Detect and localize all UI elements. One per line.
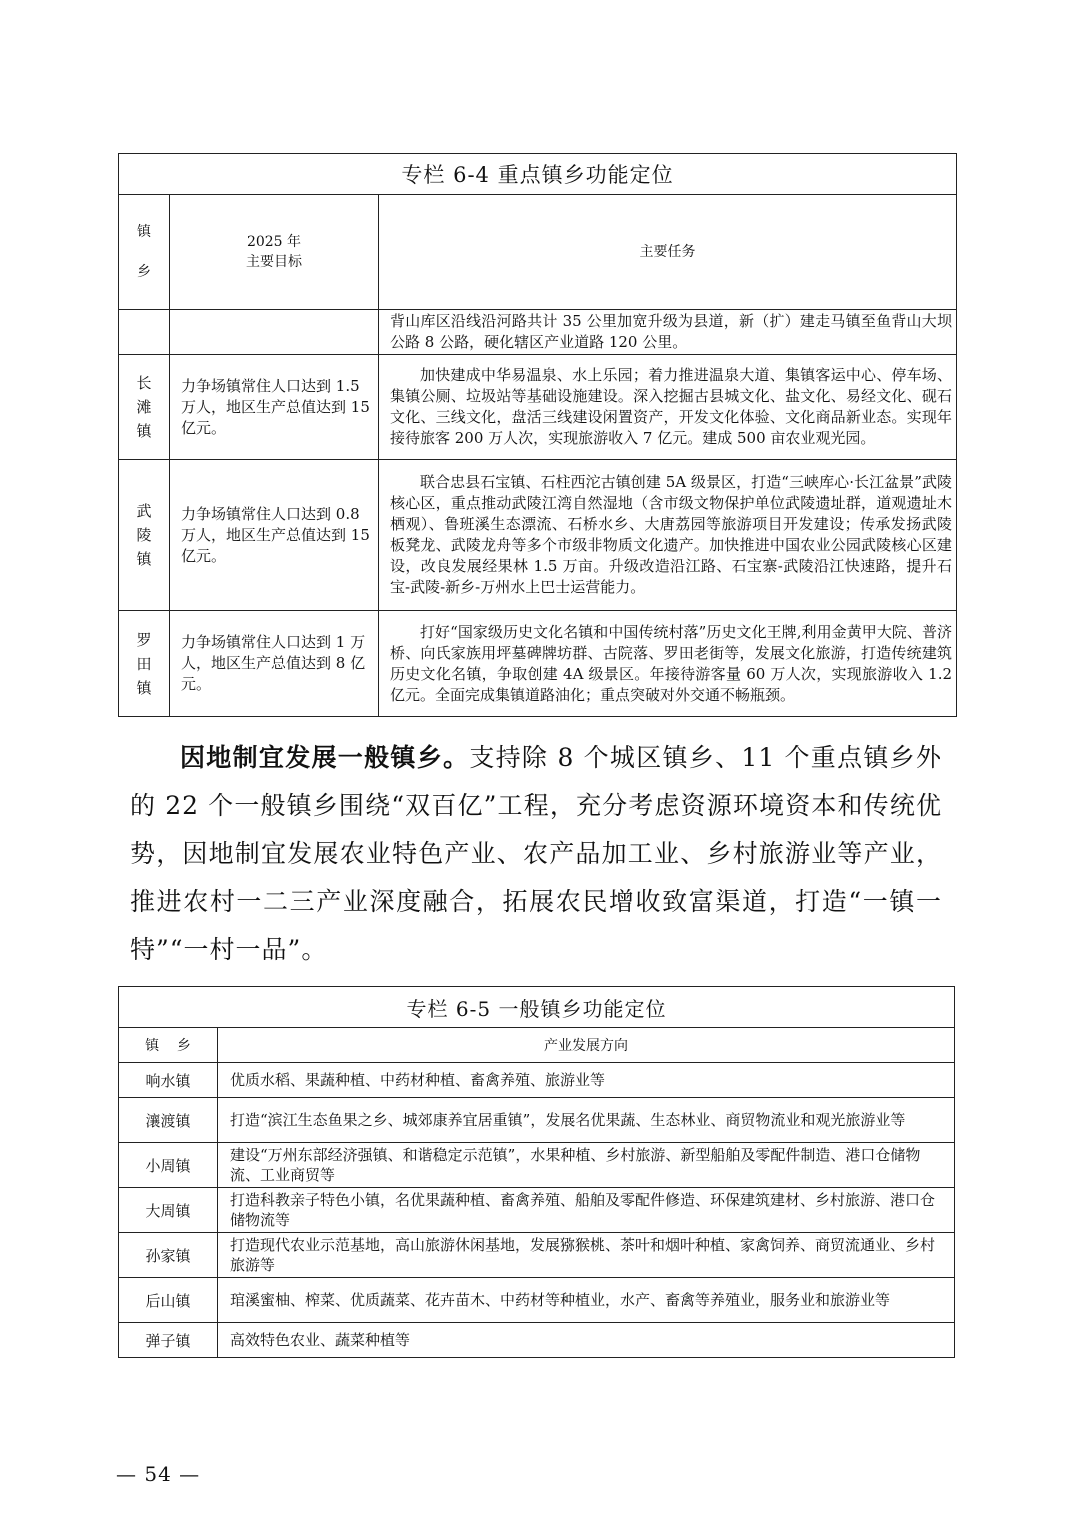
table-row xyxy=(119,1233,955,1278)
town-cell: 后山镇 xyxy=(119,1278,218,1323)
direction-cell: 打造“滨江生态鱼果之乡、城郊康养宜居重镇”，发展名优果蔬、生态林业、商贸物流业和观光旅游业等 xyxy=(218,1098,955,1143)
goal-cell: 力争场镇常住人口达到 0.8 万人，地区生产总值达到 15 亿元。 xyxy=(170,460,379,611)
town-cell: 弹子镇 xyxy=(119,1323,218,1358)
table-row xyxy=(119,460,957,611)
direction-cell: 建设“万州东部经济强镇、和谐稳定示范镇”，水果种植、乡村旅游、新型船舶及零配件制造、港口仓储物流、工业商贸等 xyxy=(218,1143,955,1188)
table-key-towns xyxy=(118,153,957,717)
header-goal: 2025 年 主要目标 xyxy=(170,195,379,310)
direction-cell: 打造科教亲子特色小镇，名优果蔬种植、畜禽养殖、船舶及零配件修造、环保建筑建材、乡村旅游、港口仓储物流等 xyxy=(218,1188,955,1233)
table-title: 专栏 6-5 一般镇乡功能定位 xyxy=(119,987,955,1028)
direction-cell: 优质水稻、果蔬种植、中药材种植、畜禽养殖、旅游业等 xyxy=(218,1063,955,1098)
task-cell: 加快建成中华易温泉、水上乐园；着力推进温泉大道、集镇客运中心、停车场、集镇公厕、垃圾站等基础设施建设。深入挖掘古县城文化、盐文化、易经文化、砚石文化、三线文化，盘活三线建设闲置资产，开发文化体验、文化商品新业态。实现年接待旅客 200 万人次，实现旅游收入 7 亿元。建成 500 亩农业观光园。 xyxy=(379,355,957,460)
table-title: 专栏 6-4 重点镇乡功能定位 xyxy=(119,154,957,195)
table-row xyxy=(119,1323,955,1358)
table-header-row xyxy=(119,1028,955,1063)
table-row xyxy=(119,1098,955,1143)
body-paragraph xyxy=(130,734,942,974)
table-row xyxy=(119,1063,955,1098)
goal-cell: 力争场镇常住人口达到 1 万人，地区生产总值达到 8 亿元。 xyxy=(170,611,379,717)
table-row xyxy=(119,611,957,717)
direction-cell: 高效特色农业、蔬菜种植等 xyxy=(218,1323,955,1358)
table-row xyxy=(119,1278,955,1323)
table-general-towns xyxy=(118,986,955,1358)
town-cell: 孙家镇 xyxy=(119,1233,218,1278)
table-header-row xyxy=(119,195,957,310)
table-row xyxy=(119,1188,955,1233)
header-town: 镇 乡 xyxy=(119,1028,218,1063)
goal-cell: 力争场镇常住人口达到 1.5 万人，地区生产总值达到 15 亿元。 xyxy=(170,355,379,460)
task-cell: 联合忠县石宝镇、石柱西沱古镇创建 5A 级景区，打造“三峡库心·长江盆景”武陵核心区，重点推动武陵江湾自然湿地（含市级文物保护单位武陵遗址群，道观遗址木栖观）、鲁班溪生态漂流、石桥水乡、大唐荔园等旅游项目开发建设；传承发扬武陵板凳龙、武陵龙舟等多个市级非物质文化遗产。加快推进中国农业公园武陵核心区建设，改良发展经果林 1.5 万亩。升级改造沿江路、石宝寨-武陵沿江快速路，提升石宝-武陵-新乡-万州水上巴士运营能力。 xyxy=(379,460,957,611)
town-cell: 罗 田 镇 xyxy=(119,611,170,717)
direction-cell: 打造现代农业示范基地，高山旅游休闲基地，发展猕猴桃、茶叶和烟叶种植、家禽饲养、商贸流通业、乡村旅游等 xyxy=(218,1233,955,1278)
header-town: 镇 乡 xyxy=(119,195,170,310)
town-cell: 长 滩 镇 xyxy=(119,355,170,460)
header-direction: 产业发展方向 xyxy=(218,1028,955,1063)
paragraph-text: 支持除 8 个城区镇乡、11 个重点镇乡外的 22 个一般镇乡围绕“双百亿”工程，充分考虑资源环境资本和传统优势，因地制宜发展农业特色产业、农产品加工业、乡村旅游业等产业，推进农村一二三产业深度融合，拓展农民增收致富渠道，打造“一镇一特”“一村一品”。 xyxy=(130,743,942,964)
table-row xyxy=(119,1143,955,1188)
direction-cell: 琯溪蜜柚、榨菜、优质蔬菜、花卉苗木、中药材等种植业，水产、畜禽等养殖业，服务业和旅游业等 xyxy=(218,1278,955,1323)
town-cell: 大周镇 xyxy=(119,1188,218,1233)
town-cell: 瀼渡镇 xyxy=(119,1098,218,1143)
paragraph-heading: 因地制宜发展一般镇乡。 xyxy=(180,743,470,772)
town-cell: 武 陵 镇 xyxy=(119,460,170,611)
table-row-continued xyxy=(119,310,957,355)
task-cell: 打好“国家级历史文化名镇和中国传统村落”历史文化王牌,利用金黄甲大院、普济桥、向氏家族用坪墓碑牌坊群、古院落、罗田老街等，发展文化旅游，打造传统建筑历史文化名镇，争取创建 4A 级景区。年接待游客量 60 万人次，实现旅游收入 1.2 亿元。全面完成集镇道路油化；重点突破对外交通不畅瓶颈。 xyxy=(379,611,957,717)
header-task: 主要任务 xyxy=(379,195,957,310)
town-cell: 小周镇 xyxy=(119,1143,218,1188)
page-number: — 54 — xyxy=(116,1462,201,1486)
task-cell: 背山库区沿线沿河路共计 35 公里加宽升级为县道，新（扩）建走马镇至鱼背山大坝公路 8 公路，硬化辖区产业道路 120 公里。 xyxy=(379,310,957,355)
town-cell: 响水镇 xyxy=(119,1063,218,1098)
table-row xyxy=(119,355,957,460)
